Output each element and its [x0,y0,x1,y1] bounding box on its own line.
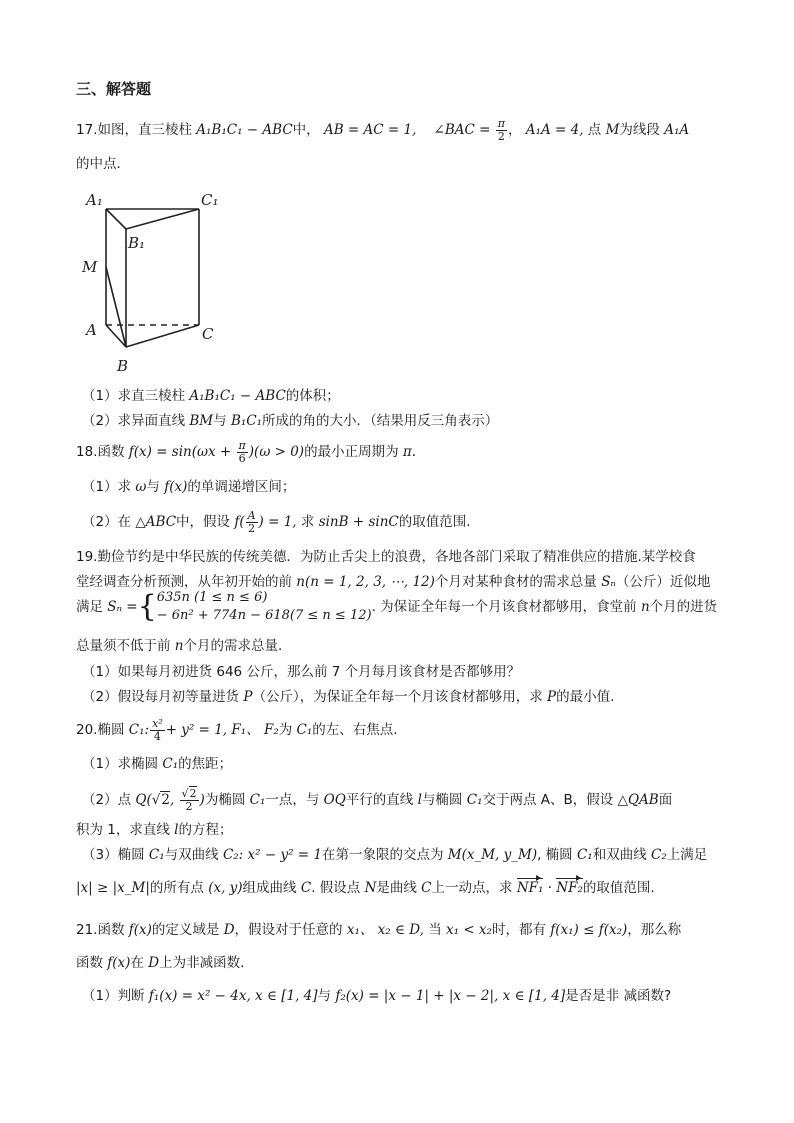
q20-part3-line2: |x| ≥ |x_M|的所有点 (x, y)组成曲线 C. 假设点 N是曲线 C上一动点，求 NF₁ · NF₂的取值范围. [76,880,655,896]
left-brace: { [137,589,157,624]
q20-part1: （1）求椭圆 C₁的焦距； [82,756,233,772]
q19-stem-line2: 堂经调查分析预测，从年初开始的前 n(n = 1, 2, 3, ⋯, 12)个月对某种食材的需求总量 Sₙ（公斤）近似地 [76,574,711,590]
edge-bc [126,325,199,347]
q20-part2-line2: 积为 1，求直线 l的方程； [76,822,233,838]
fraction: $\frac{\text{x²}}{4}$ [152,717,163,743]
label-b: B [117,357,129,375]
q20-part3-line1: （3）椭圆 C₁与双曲线 C₂: x² − y² = 1在第一象限的交点为 M(x_M, y_M), 椭圆 C₁和双曲线 C₂上满足 [82,847,708,863]
q19-stem-line3: 满足 Sₙ ={ 635n (1 ≤ n ≤ 6) − 6n² + 774n − 618(7 ≤ n ≤ 12) . 为保证全年每一个月该食材都够用，食堂前 n个月的进货 [76,589,718,624]
q21-part1: （1）判断 f₁(x) = x² − 4x, x ∈ [1, 4]与 f₂(x) = |x − 1| + |x − 2|, x ∈ [1, 4]是否是非 减函数? [82,988,672,1004]
q20-stem: 20.椭圆 C₁: $\frac{\text{x²}}{4}$ + y² = 1, F₁、 F₂为 C₁的左、右焦点. [76,717,398,743]
label-a: A [86,321,97,339]
q19-stem-line1: 19.勤俭节约是中华民族的传统美德．为防止舌尖上的浪费，各地各部门采取了精准供应的措施.某学校食 [76,549,696,565]
piecewise-cases: 635n (1 ≤ n ≤ 6) − 6n² + 774n − 618(7 ≤ n ≤ 12) [156,590,372,623]
q18-part1: （1）求 ω与 f(x)的单调递增区间； [82,479,296,495]
q17-stem-line1: 17.如图，直三棱柱 A₁B₁C₁ − ABC中， AB = AC = 1, ∠BAC = $\frac{\pi}{2}$ ， A₁A = 4, 点 M为线段 A₁A [76,117,690,143]
vector-nf2: NF₂ [556,880,583,896]
q17-part2: （2）求异面直线 BM与 B₁C₁所成的角的大小．（结果用反三角表示） [82,413,499,429]
prism-diagram [76,185,236,380]
section-title: 三、解答题 [76,80,152,98]
q20-part2-line1: （2）点 Q(√2, $\frac{√2}{2}$ )为椭圆 C₁一点，与 OQ平行的直线 l与椭圆 C₁交于两点 A、B，假设 △QAB面 [82,787,673,813]
q21-stem-line1: 21.函数 f(x)的定义域是 D，假设对于任意的 x₁、 x₂ ∈ D, 当 x₁ < x₂时，都有 f(x₁) ≤ f(x₂)，那么称 [76,922,682,938]
label-c: C [202,325,214,343]
q19-part2: （2）假设每月初等量进货 P（公斤），为保证全年每一个月该食材都够用，求 P的最小值. [82,689,615,705]
label-c1: C₁ [201,191,219,209]
label-b1: B₁ [128,234,146,252]
q21-stem-line2: 函数 f(x)在 D上为非减函数. [76,955,245,971]
q18-stem: 18.函数 f(x) = sin(ωx + $\frac{\pi}{6}$ )(ω > 0)的最小正周期为 π. [76,439,417,465]
q18-part2: （2）在 △ABC中，假设 f( $\frac{A}{2}$ ) = 1, 求 sinB + sinC的取值范围. [82,509,471,535]
q19-stem-line4: 总量须不低于前 n个月的需求总量. [76,638,283,654]
label-a1: A₁ [86,191,103,209]
edge-a1b1 [106,209,126,229]
q17-stem-line2: 的中点． [76,156,130,172]
fraction: $\frac{\pi}{6}$ [238,439,246,465]
edge-b1c1 [126,209,199,229]
fraction: $\frac{√2}{2}$ [181,787,197,813]
label-m: M [82,258,98,276]
q19-part1: （1）如果每月初进货 646 公斤，那么前 7 个月每月该食材是否都够用？ [82,664,521,680]
fraction: $\frac{A}{2}$ [247,509,256,535]
q17-part1: （1）求直三棱柱 A₁B₁C₁ − ABC的体积； [82,388,340,404]
fraction: $\frac{\pi}{2}$ [497,117,505,143]
vector-nf1: NF₁ [516,880,544,896]
